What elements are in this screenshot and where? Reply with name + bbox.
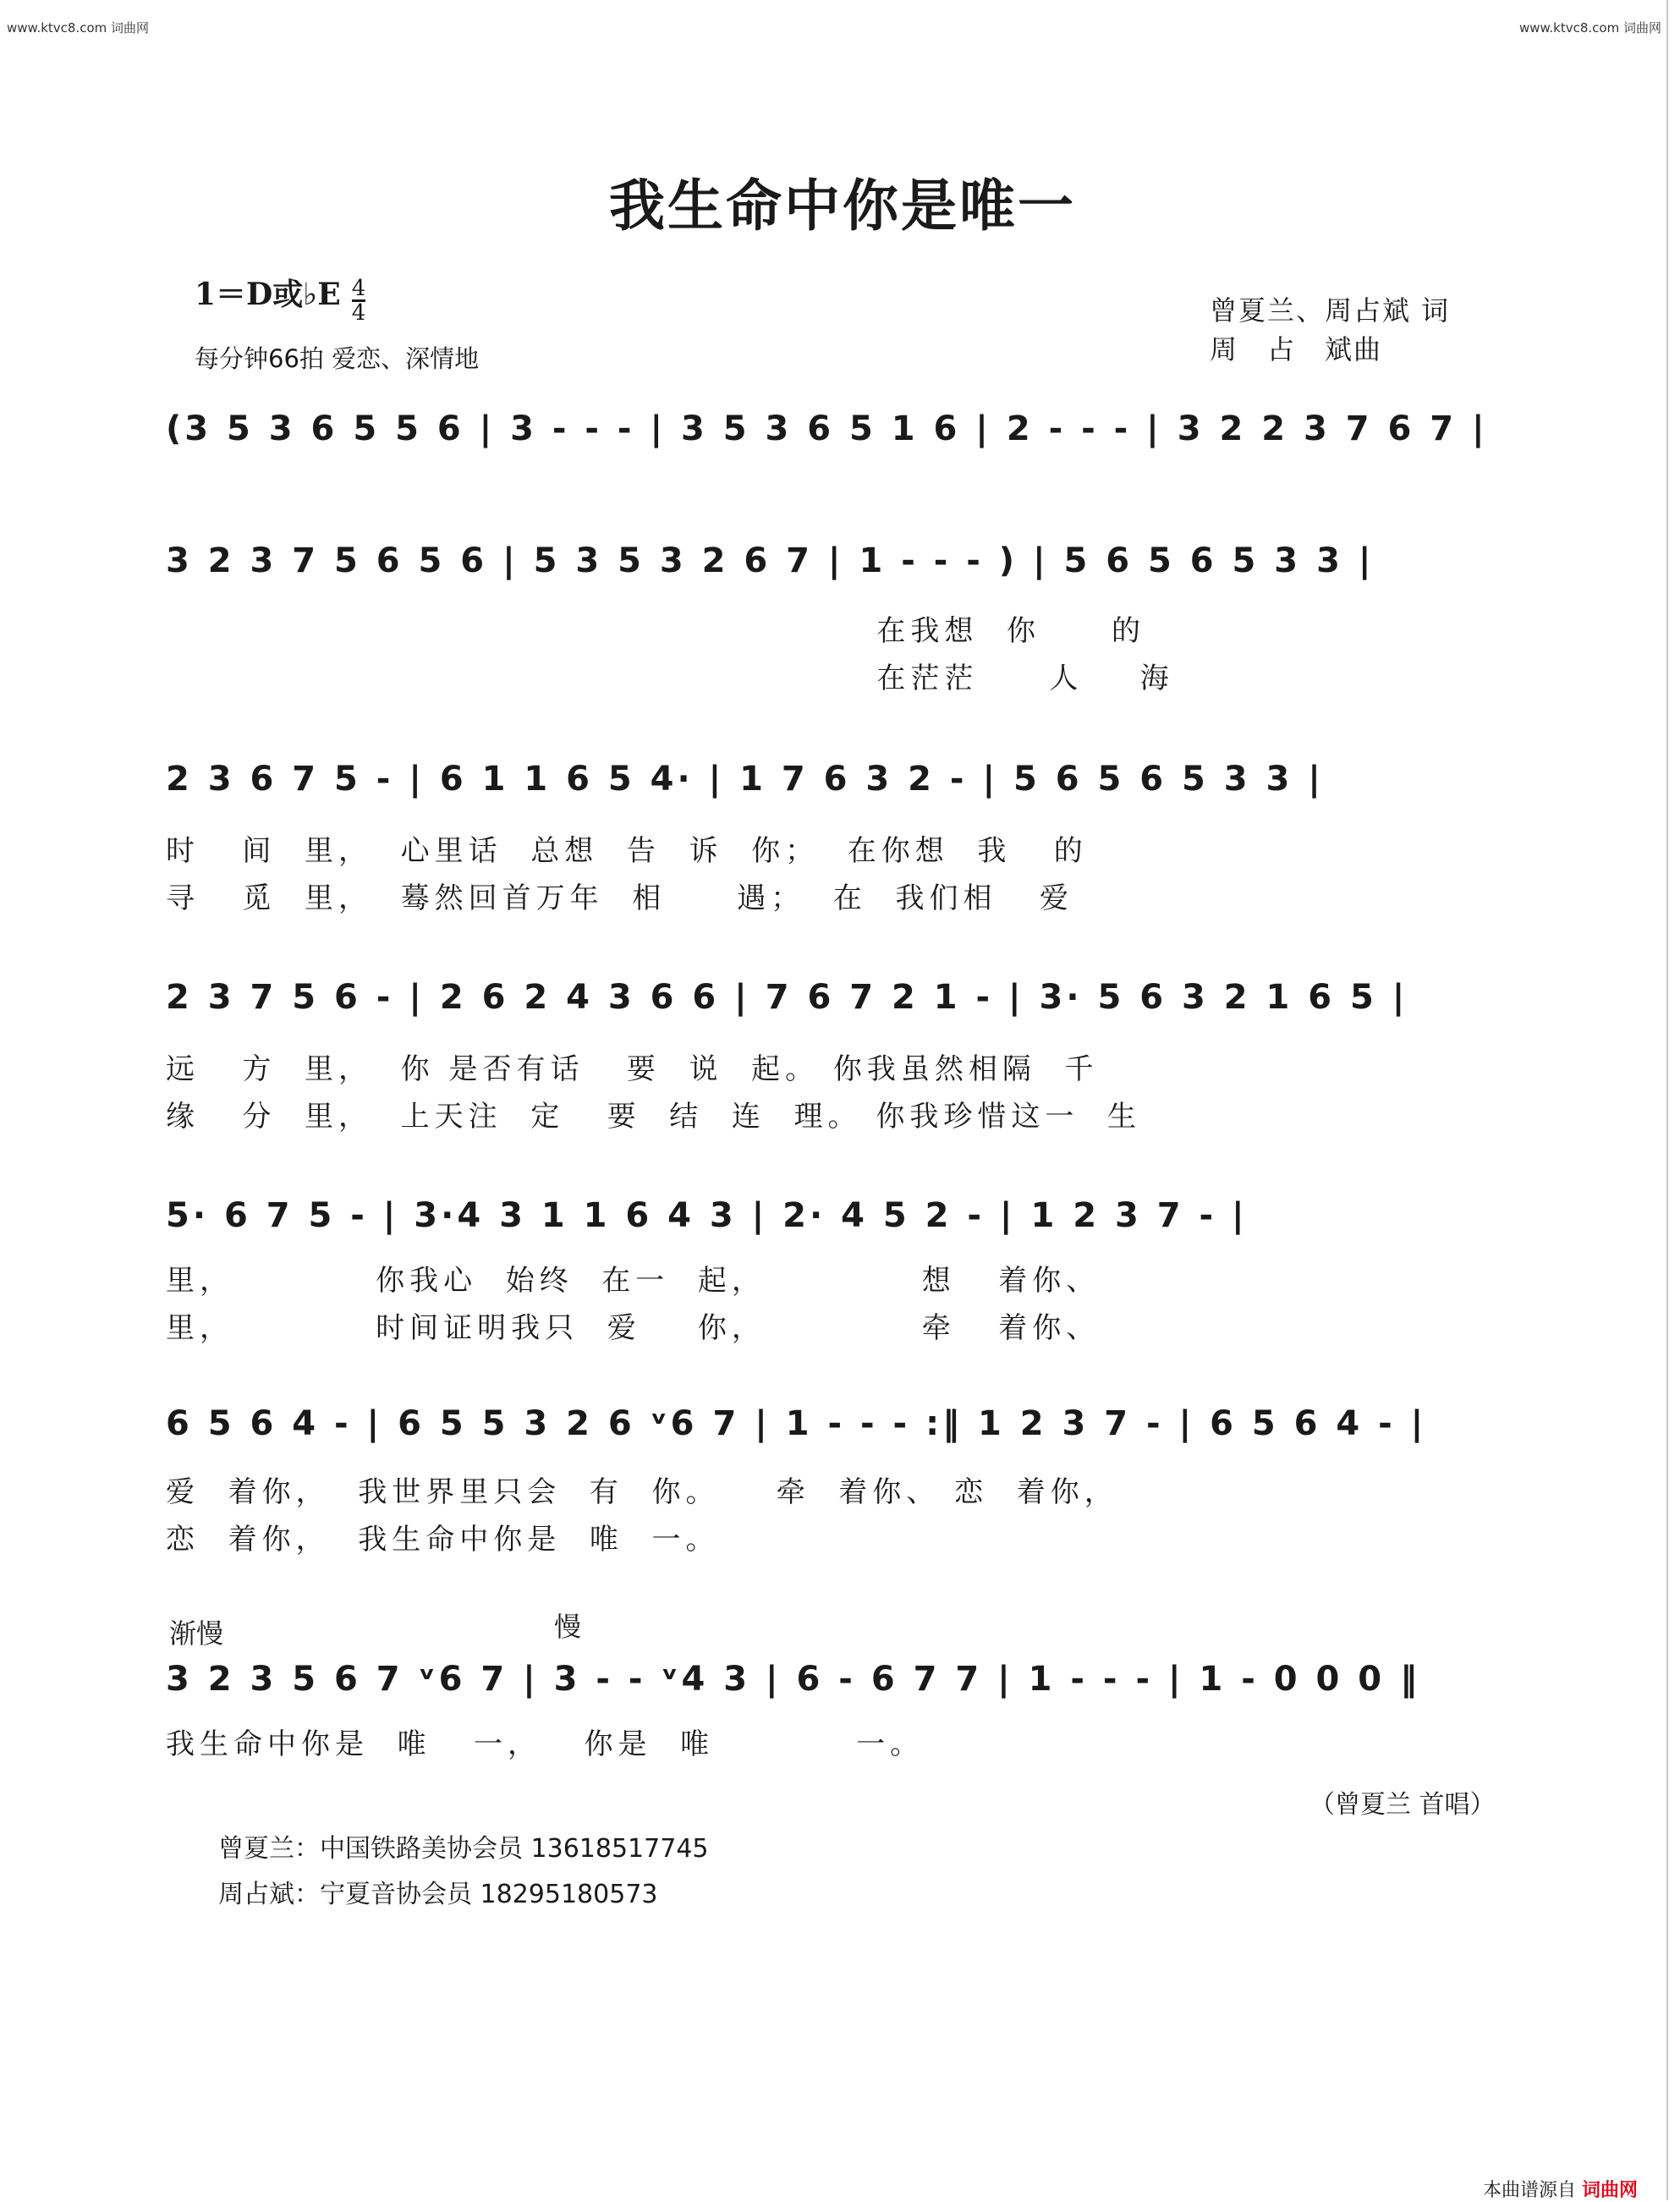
notation-line: 2 3 7 5 6 - | 2 6 2 4 3 6 6 | 7 6 7 2 1 - | 3· 5 6 3 2 1 6 5 | [166, 978, 1408, 1017]
score-row-6 [166, 1404, 1519, 1443]
notation-line: 5· 6 7 5 - | 3·4 3 1 1 6 4 3 | 2· 4 5 2 - | 1 2 3 7 - | [166, 1196, 1248, 1235]
footer-prefix: 本曲谱源自 [1482, 2180, 1576, 2201]
lyric-line: 在我想 你 的 [166, 614, 1146, 648]
footer-brand-link[interactable]: 词曲网 [1581, 2180, 1638, 2201]
header-watermark-left: www.ktvc8.com 词曲网 [7, 20, 150, 36]
lyric-line: 里， 时间证明我只 爱 你， 牵 着你、 [166, 1311, 1101, 1345]
lyric-line: 缘 分 里， 上天注 定 要 结 连 理。 你我珍惜这一 生 [166, 1100, 1141, 1134]
score-row-5 [166, 1196, 1519, 1235]
time-signature [351, 276, 366, 326]
lyricist-credit: 曾夏兰、周占斌 词 [1210, 294, 1451, 327]
time-numerator: 4 [351, 276, 366, 301]
tempo-mark-gradual: 渐慢 [169, 1617, 224, 1650]
time-denominator: 4 [351, 300, 366, 326]
score-row-3 [166, 760, 1519, 799]
notation-line: 6 5 6 4 - | 6 5 5 3 2 6 ᵛ6 7 | 1 - - - :‖ 1 2 3 7 - | 6 5 6 4 - | [166, 1404, 1427, 1443]
right-margin-line [1666, 0, 1668, 2200]
lyric-line: 远 方 里， 你 是否有话 要 说 起。 你我虽然相隔 千 [166, 1052, 1099, 1086]
contact-line-2: 周占斌：宁夏音协会员 18295180573 [218, 1880, 658, 1909]
tempo-mark-slow: 慢 [554, 1611, 582, 1643]
header-watermark-right: www.ktvc8.com 词曲网 [1518, 20, 1661, 36]
lyric-line: 寻 觅 里， 蓦然回首万年 相 遇； 在 我们相 爱 [166, 881, 1073, 915]
lyric-line: 恋 着你， 我生命中你是 唯 一。 [166, 1523, 720, 1557]
key-text: 1＝D或♭E [195, 277, 341, 312]
footer-source [1483, 2176, 1638, 2202]
score-row-7 [166, 1660, 1519, 1699]
singer-credit: （曾夏兰 首唱） [1309, 1790, 1496, 1820]
lyric-line: 里， 你我心 始终 在一 起， 想 着你、 [166, 1264, 1101, 1298]
tempo-note: 每分钟66拍 爱恋、深情地 [195, 344, 480, 373]
notation-line: (3 5 3 6 5 5 6 | 3 - - - | 3 5 3 6 5 1 6 | 2 - - - | 3 2 2 3 7 6 7 | [166, 409, 1488, 448]
composer-credit: 周 占 斌曲 [1210, 333, 1383, 365]
side-watermark-left [2, 34, 15, 2183]
notation-line: 2 3 6 7 5 - | 6 1 1 6 5 4· | 1 7 6 3 2 - | 5 6 5 6 5 3 3 | [166, 760, 1324, 799]
notation-line: 3 2 3 7 5 6 5 6 | 5 3 5 3 2 6 7 | 1 - - - ) | 5 6 5 6 5 3 3 | [166, 541, 1375, 580]
key-signature [195, 271, 366, 326]
score-row-1 [166, 409, 1519, 448]
contact-line-1: 曾夏兰：中国铁路美协会员 13618517745 [218, 1834, 709, 1864]
score-row-2 [166, 541, 1519, 580]
notation-line: 3 2 3 5 6 7 ᵛ6 7 | 3 - - ᵛ4 3 | 6 - 6 7 7 | 1 - - - | 1 - 0 0 0 ‖ [166, 1660, 1421, 1699]
lyric-line: 爱 着你， 我世界里只会 有 你。 牵 着你、 恋 着你， [166, 1475, 1118, 1509]
score-row-4 [166, 978, 1519, 1017]
lyric-line: 时 间 里， 心里话 总想 告 诉 你； 在你想 我 的 [166, 834, 1088, 868]
lyric-line: 在茫茫 人 海 [166, 662, 1174, 695]
lyric-line: 我生命中你是 唯 一， 你是 唯 一。 [166, 1727, 925, 1761]
page-title: 我生命中你是唯一 [609, 173, 1076, 239]
